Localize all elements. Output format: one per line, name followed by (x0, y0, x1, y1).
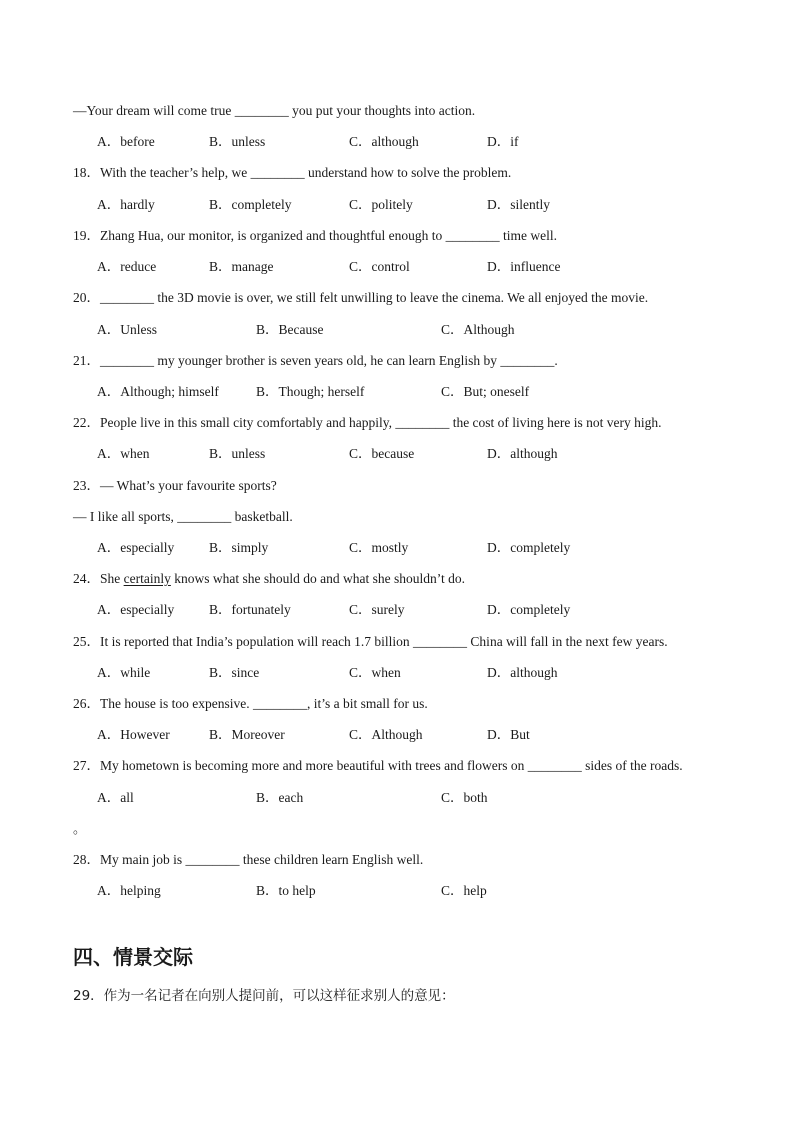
q28-option-b[interactable]: B．to help (256, 883, 316, 898)
q17-option-a[interactable]: A．before (97, 134, 155, 149)
question-19-stem: 19．Zhang Hua, our monitor, is organized and thoughtful enough to ________ time well. (73, 228, 558, 243)
question-23-reply: — I like all sports, ________ basketball. (73, 509, 293, 524)
q17-option-c[interactable]: C．although (349, 134, 419, 149)
q25-option-d[interactable]: D．although (487, 665, 558, 680)
q20-option-c[interactable]: C．Although (441, 322, 515, 337)
q24-underlined-word: certainly (123, 571, 171, 586)
q24-option-b[interactable]: B．fortunately (209, 602, 291, 617)
q25-option-a[interactable]: A．while (97, 665, 151, 680)
q26-option-d[interactable]: D．But (487, 727, 530, 742)
q24-stem-after: knows what she should do and what she shouldn’t do. (170, 571, 465, 586)
q21-option-c[interactable]: C．But; oneself (441, 384, 530, 399)
q24-option-a[interactable]: A．especially (97, 602, 175, 617)
question-22-stem: 22．People live in this small city comfortably and happily, ________ the cost of living here is not very high. (73, 415, 662, 430)
question-21-stem: 21．________ my younger brother is seven years old, he can learn English by ________. (73, 353, 558, 368)
q20-option-a[interactable]: A．Unless (97, 322, 157, 337)
q22-option-d[interactable]: D．although (487, 446, 558, 461)
q19-option-c[interactable]: C．control (349, 259, 410, 274)
q19-option-b[interactable]: B．manage (209, 259, 274, 274)
q28-option-c[interactable]: C．help (441, 883, 487, 898)
q19-option-d[interactable]: D．influence (487, 259, 561, 274)
q28-option-a[interactable]: A．helping (97, 883, 161, 898)
section-heading: 四、情景交际 (73, 945, 193, 969)
q19-option-a[interactable]: A．reduce (97, 259, 157, 274)
q22-option-c[interactable]: C．because (349, 446, 415, 461)
q26-option-b[interactable]: B．Moreover (209, 727, 285, 742)
q24-option-d[interactable]: D．completely (487, 602, 571, 617)
q17-option-b[interactable]: B．unless (209, 134, 266, 149)
question-24-stem (73, 571, 465, 587)
q27-option-c[interactable]: C．both (441, 790, 488, 805)
q18-option-d[interactable]: D．silently (487, 197, 550, 212)
q27-option-a[interactable]: A．all (97, 790, 134, 805)
q23-option-a[interactable]: A．especially (97, 540, 175, 555)
q23-option-c[interactable]: C．mostly (349, 540, 409, 555)
q17-option-d[interactable]: D．if (487, 134, 519, 149)
q21-option-b[interactable]: B．Though; herself (256, 384, 365, 399)
q25-option-b[interactable]: B．since (209, 665, 260, 680)
q22-option-b[interactable]: B．unless (209, 446, 266, 461)
q23-option-b[interactable]: B．simply (209, 540, 269, 555)
q20-option-b[interactable]: B．Because (256, 322, 324, 337)
q26-option-c[interactable]: C．Although (349, 727, 423, 742)
question-29-stem: 29．作为一名记者在向别人提问前，可以这样征求别人的意见： (73, 988, 455, 1004)
question-26-stem: 26．The house is too expensive. ________, it’s a bit small for us. (73, 696, 428, 711)
question-25-stem: 25．It is reported that India’s population will reach 1.7 billion ________ China will fall in the next few years. (73, 634, 668, 649)
question-23-stem: 23．— What’s your favourite sports? (73, 478, 277, 493)
q26-option-a[interactable]: A．However (97, 727, 170, 742)
q24-option-c[interactable]: C．surely (349, 602, 405, 617)
q23-option-d[interactable]: D．completely (487, 540, 571, 555)
q18-option-b[interactable]: B．completely (209, 197, 292, 212)
question-20-stem: 20．________ the 3D movie is over, we still felt unwilling to leave the cinema. We all enjoyed the movie. (73, 290, 649, 305)
q25-option-c[interactable]: C．when (349, 665, 401, 680)
q24-stem-before: 24．She (73, 571, 124, 586)
q27-option-b[interactable]: B．each (256, 790, 304, 805)
question-17-stem: —Your dream will come true ________ you put your thoughts into action. (73, 103, 476, 118)
stray-punctuation: 。 (73, 821, 87, 836)
question-18-stem: 18．With the teacher’s help, we ________ understand how to solve the problem. (73, 165, 512, 180)
question-28-stem: 28．My main job is ________ these children learn English well. (73, 852, 424, 867)
q18-option-a[interactable]: A．hardly (97, 197, 155, 212)
question-27-stem: 27．My hometown is becoming more and more beautiful with trees and flowers on ________ sides of the roads. (73, 758, 683, 773)
q22-option-a[interactable]: A．when (97, 446, 150, 461)
q21-option-a[interactable]: A．Although; himself (97, 384, 219, 399)
q18-option-c[interactable]: C．politely (349, 197, 413, 212)
